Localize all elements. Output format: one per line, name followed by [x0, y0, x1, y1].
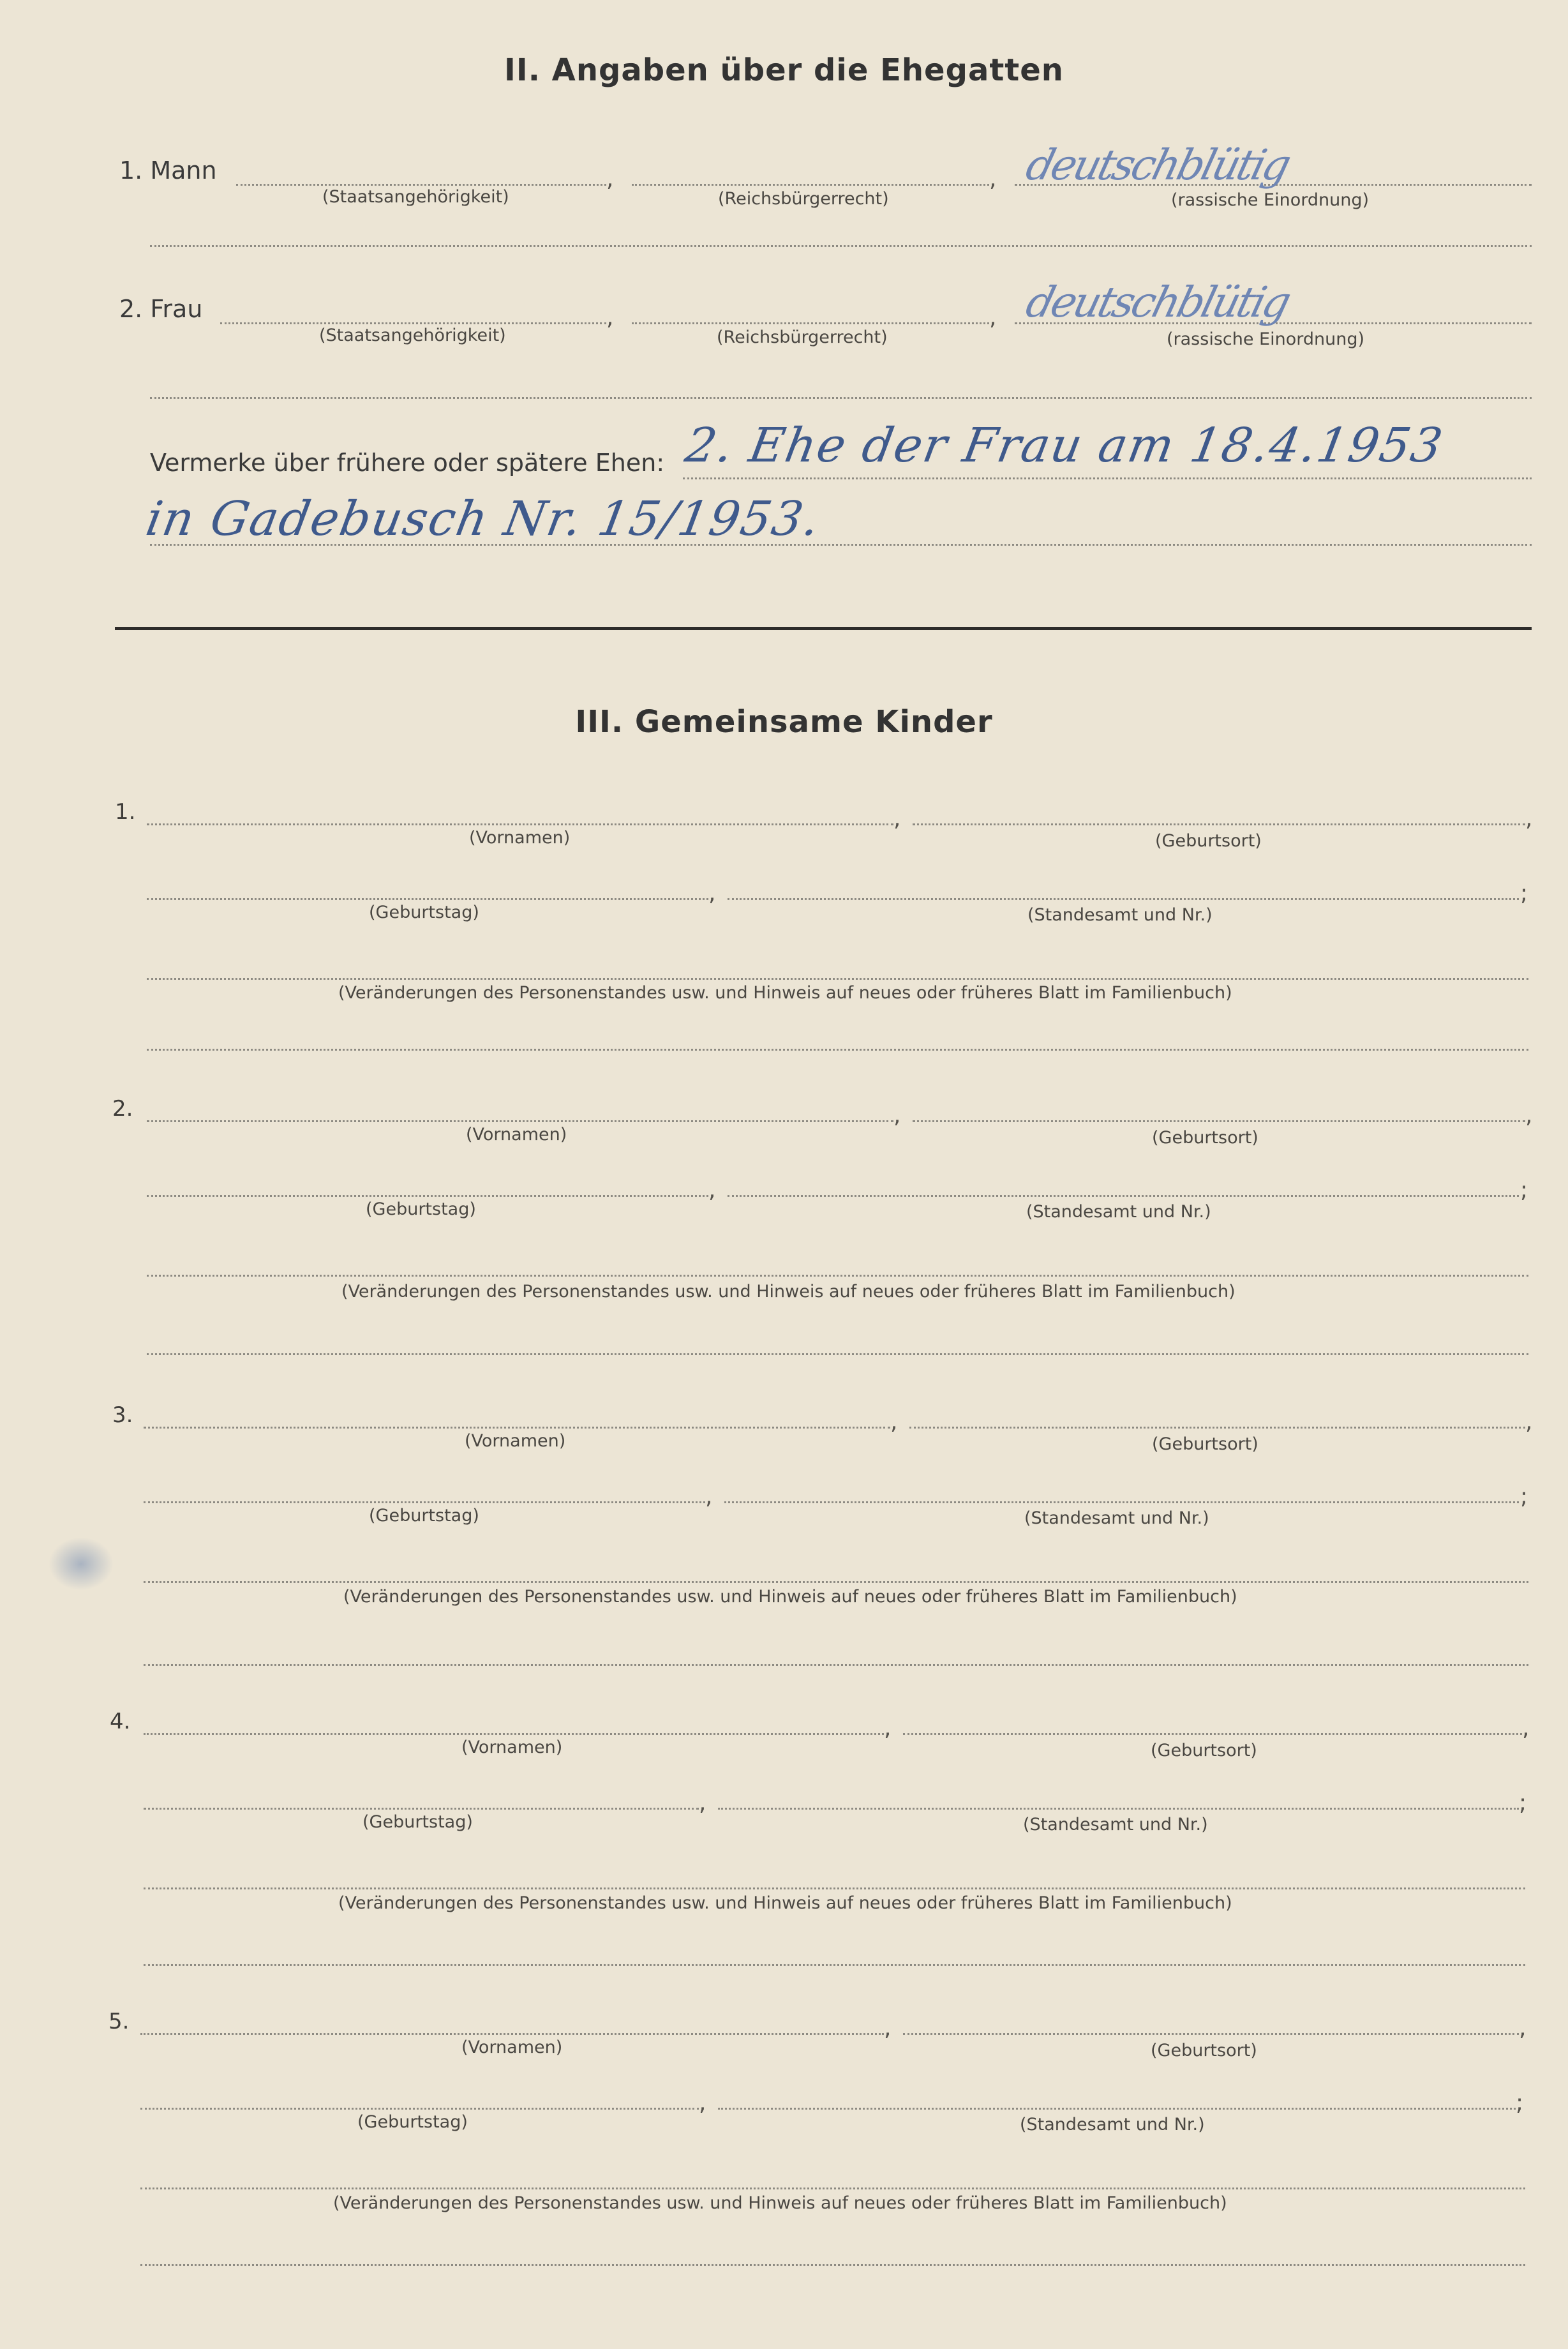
geburtsort-field[interactable] [909, 1427, 1525, 1429]
vermerke-field-1[interactable] [683, 477, 1532, 479]
comma: , [606, 166, 614, 192]
geburtstag-field[interactable] [144, 1808, 699, 1810]
comma: , [1525, 1409, 1533, 1435]
veraenderungen-field[interactable] [147, 1275, 1528, 1277]
caption-geburtstag: (Geburtstag) [366, 1199, 476, 1219]
standesamt-field[interactable] [728, 1195, 1519, 1197]
caption-geburtstag: (Geburtstag) [362, 1812, 473, 1832]
comma: , [989, 166, 997, 192]
vermerke-label: Vermerke über frühere oder spätere Ehen: [150, 449, 665, 477]
comma: , [1525, 1102, 1533, 1129]
caption-standesamt: (Standesamt und Nr.) [1027, 905, 1213, 925]
caption-geburtsort: (Geburtsort) [1152, 1434, 1258, 1454]
child-number: 5. [108, 2009, 130, 2034]
extra-line[interactable] [147, 1353, 1528, 1355]
extra-line[interactable] [140, 2264, 1525, 2266]
mann-label: 1. Mann [119, 156, 217, 184]
vornamen-field[interactable] [147, 1120, 893, 1122]
caption-geburtsort: (Geburtsort) [1152, 1128, 1258, 1148]
geburtstag-field[interactable] [147, 898, 708, 900]
geburtstag-field[interactable] [140, 2108, 699, 2110]
caption-rasse: (rassische Einordnung) [1167, 329, 1364, 349]
caption-veraenderungen: (Veränderungen des Personenstandes usw. und Hinweis auf neues oder früheres Blatt im Familienbuch) [338, 1893, 1232, 1913]
frau-rasse-handwriting: deutschblütig [1021, 278, 1294, 327]
geburtstag-field[interactable] [144, 1501, 705, 1503]
caption-vornamen: (Vornamen) [469, 828, 571, 848]
caption-geburtsort: (Geburtsort) [1151, 1741, 1257, 1760]
caption-geburtstag: (Geburtstag) [369, 1506, 479, 1526]
caption-standesamt: (Standesamt und Nr.) [1024, 1508, 1209, 1528]
caption-veraenderungen: (Veränderungen des Personenstandes usw. und Hinweis auf neues oder früheres Blatt im Familienbuch) [343, 1587, 1237, 1607]
ink-smudge [46, 1535, 116, 1593]
child-number: 2. [112, 1096, 133, 1122]
vornamen-field[interactable] [140, 2033, 884, 2035]
caption-staat: (Staatsangehörigkeit) [319, 326, 506, 345]
comma: , [893, 806, 901, 832]
semicolon: ; [1520, 1483, 1528, 1510]
comma: , [989, 304, 997, 331]
extra-line[interactable] [144, 1964, 1525, 1966]
comma: , [705, 1483, 713, 1510]
geburtsort-field[interactable] [903, 2033, 1519, 2035]
caption-standesamt: (Standesamt und Nr.) [1026, 1202, 1211, 1222]
frau-reich-field[interactable] [632, 322, 989, 324]
frau-staat-field[interactable] [220, 322, 606, 324]
caption-staat: (Staatsangehörigkeit) [322, 187, 509, 207]
geburtstag-field[interactable] [147, 1195, 708, 1197]
comma: , [884, 2015, 892, 2041]
comma: , [890, 1409, 898, 1435]
caption-vornamen: (Vornamen) [461, 1737, 563, 1757]
semicolon: ; [1519, 1790, 1527, 1816]
standesamt-field[interactable] [718, 2108, 1516, 2110]
geburtsort-field[interactable] [903, 1733, 1522, 1735]
standesamt-field[interactable] [728, 898, 1519, 900]
caption-geburtsort: (Geburtsort) [1151, 2041, 1257, 2060]
caption-vornamen: (Vornamen) [466, 1125, 567, 1144]
caption-rasse: (rassische Einordnung) [1171, 190, 1369, 210]
standesamt-field[interactable] [718, 1808, 1519, 1810]
frau-label: 2. Frau [119, 295, 203, 323]
vornamen-field[interactable] [147, 823, 893, 825]
veraenderungen-field[interactable] [140, 2188, 1525, 2189]
comma: , [699, 2090, 706, 2116]
geburtsort-field[interactable] [913, 1120, 1525, 1122]
mann-reich-field[interactable] [632, 184, 989, 186]
section-heading-ehegatten: II. Angaben über die Ehegatten [504, 52, 1064, 88]
standesamt-field[interactable] [724, 1501, 1519, 1503]
vornamen-field[interactable] [144, 1427, 890, 1429]
comma: , [708, 880, 716, 906]
caption-standesamt: (Standesamt und Nr.) [1023, 1815, 1208, 1835]
veraenderungen-field[interactable] [144, 1887, 1525, 1889]
mann-extra-line[interactable] [150, 245, 1532, 247]
vornamen-field[interactable] [144, 1733, 884, 1735]
semicolon: ; [1516, 2090, 1524, 2116]
extra-line[interactable] [147, 1049, 1528, 1051]
caption-geburtsort: (Geburtsort) [1155, 831, 1262, 851]
caption-standesamt: (Standesamt und Nr.) [1020, 2115, 1205, 2135]
extra-line[interactable] [144, 1664, 1528, 1666]
comma: , [1525, 806, 1533, 832]
caption-veraenderungen: (Veränderungen des Personenstandes usw. und Hinweis auf neues oder früheres Blatt im Familienbuch) [338, 983, 1232, 1003]
caption-vornamen: (Vornamen) [465, 1431, 566, 1451]
section-divider [115, 627, 1532, 630]
caption-reich: (Reichsbürgerrecht) [718, 189, 889, 209]
comma: , [708, 1177, 716, 1203]
child-number: 4. [110, 1709, 131, 1734]
caption-veraenderungen: (Veränderungen des Personenstandes usw. und Hinweis auf neues oder früheres Blatt im Familienbuch) [333, 2193, 1227, 2213]
veraenderungen-field[interactable] [147, 978, 1528, 980]
veraenderungen-field[interactable] [144, 1581, 1528, 1583]
mann-staat-field[interactable] [236, 184, 606, 186]
vermerke-handwriting-1: 2. Ehe der Frau am 18.4.1953 [681, 418, 1448, 473]
comma: , [1522, 1715, 1530, 1741]
semicolon: ; [1520, 880, 1528, 906]
comma: , [699, 1790, 706, 1816]
section-heading-kinder: III. Gemeinsame Kinder [575, 704, 993, 740]
caption-vornamen: (Vornamen) [461, 2038, 563, 2057]
caption-veraenderungen: (Veränderungen des Personenstandes usw. und Hinweis auf neues oder früheres Blatt im Familienbuch) [341, 1282, 1236, 1302]
caption-geburtstag: (Geburtstag) [357, 2112, 468, 2132]
comma: , [1519, 2015, 1527, 2041]
geburtsort-field[interactable] [913, 823, 1525, 825]
comma: , [606, 304, 614, 331]
caption-geburtstag: (Geburtstag) [369, 903, 479, 922]
semicolon: ; [1520, 1177, 1528, 1203]
caption-reich: (Reichsbürgerrecht) [717, 327, 888, 347]
child-number: 1. [115, 799, 136, 825]
comma: , [893, 1102, 901, 1129]
comma: , [884, 1715, 892, 1741]
child-number: 3. [112, 1402, 133, 1428]
mann-rasse-handwriting: deutschblütig [1021, 140, 1294, 190]
vermerke-handwriting-2: in Gadebusch Nr. 15/1953. [142, 492, 825, 546]
frau-extra-line[interactable] [150, 397, 1532, 399]
